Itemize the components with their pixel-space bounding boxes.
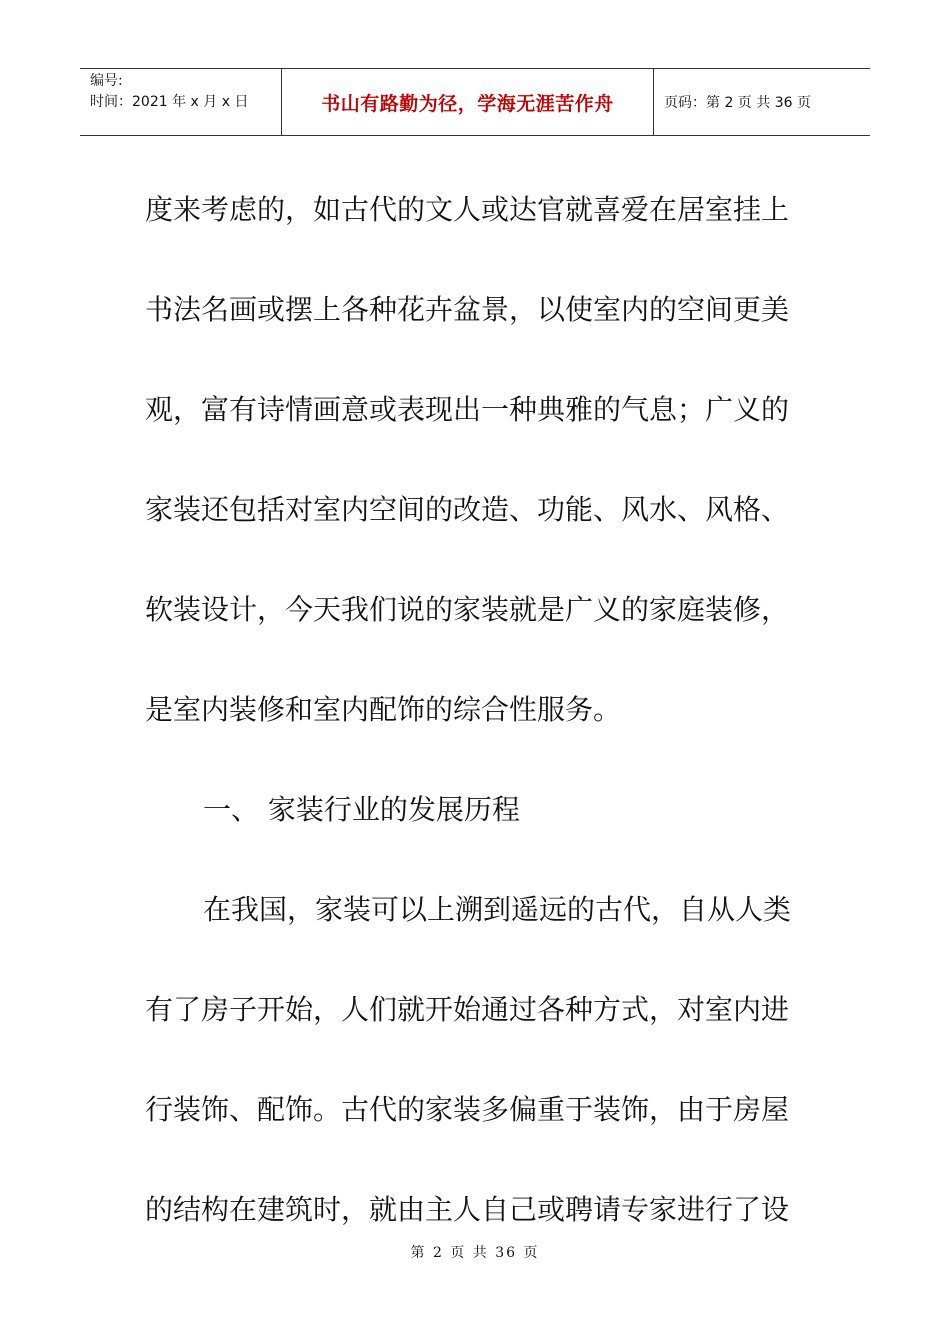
section-heading: 一、 家装行业的发展历程 — [203, 793, 520, 826]
page-header — [80, 68, 870, 136]
body-line: 的结构在建筑时，就由主人自己或聘请专家进行了设 — [145, 1193, 790, 1226]
body-line: 是室内装修和室内配饰的综合性服务。 — [145, 693, 622, 726]
header-page-code: 页码：第 2 页 共 36 页 — [664, 95, 811, 111]
body-line: 软装设计，今天我们说的家装就是广义的家庭装修， — [145, 593, 790, 626]
document-body — [145, 160, 807, 1260]
time-label: 时间：2021 年 x 月 x 日 — [90, 94, 249, 110]
header-divider — [653, 69, 654, 135]
body-line: 行装饰、配饰。古代的家装多偏重于装饰，由于房屋 — [145, 1093, 790, 1126]
body-line: 书法名画或摆上各种花卉盆景，以使室内的空间更美 — [145, 293, 790, 326]
number-label: 编号: — [90, 73, 123, 89]
body-line: 有了房子开始，人们就开始通过各种方式，对室内进 — [145, 993, 790, 1026]
header-meta — [90, 71, 280, 135]
body-line: 家装还包括对室内空间的改造、功能、风水、风格、 — [145, 493, 790, 526]
page-footer: 第 2 页 共 36 页 — [410, 1245, 540, 1261]
body-line: 观，富有诗情画意或表现出一种典雅的气息；广义的 — [145, 393, 790, 426]
body-line: 在我国，家装可以上溯到遥远的古代，自从人类 — [203, 893, 792, 926]
header-slogan: 书山有路勤为径，学海无涯苦作舟 — [321, 92, 614, 115]
body-line: 度来考虑的，如古代的文人或达官就喜爱在居室挂上 — [145, 193, 790, 226]
